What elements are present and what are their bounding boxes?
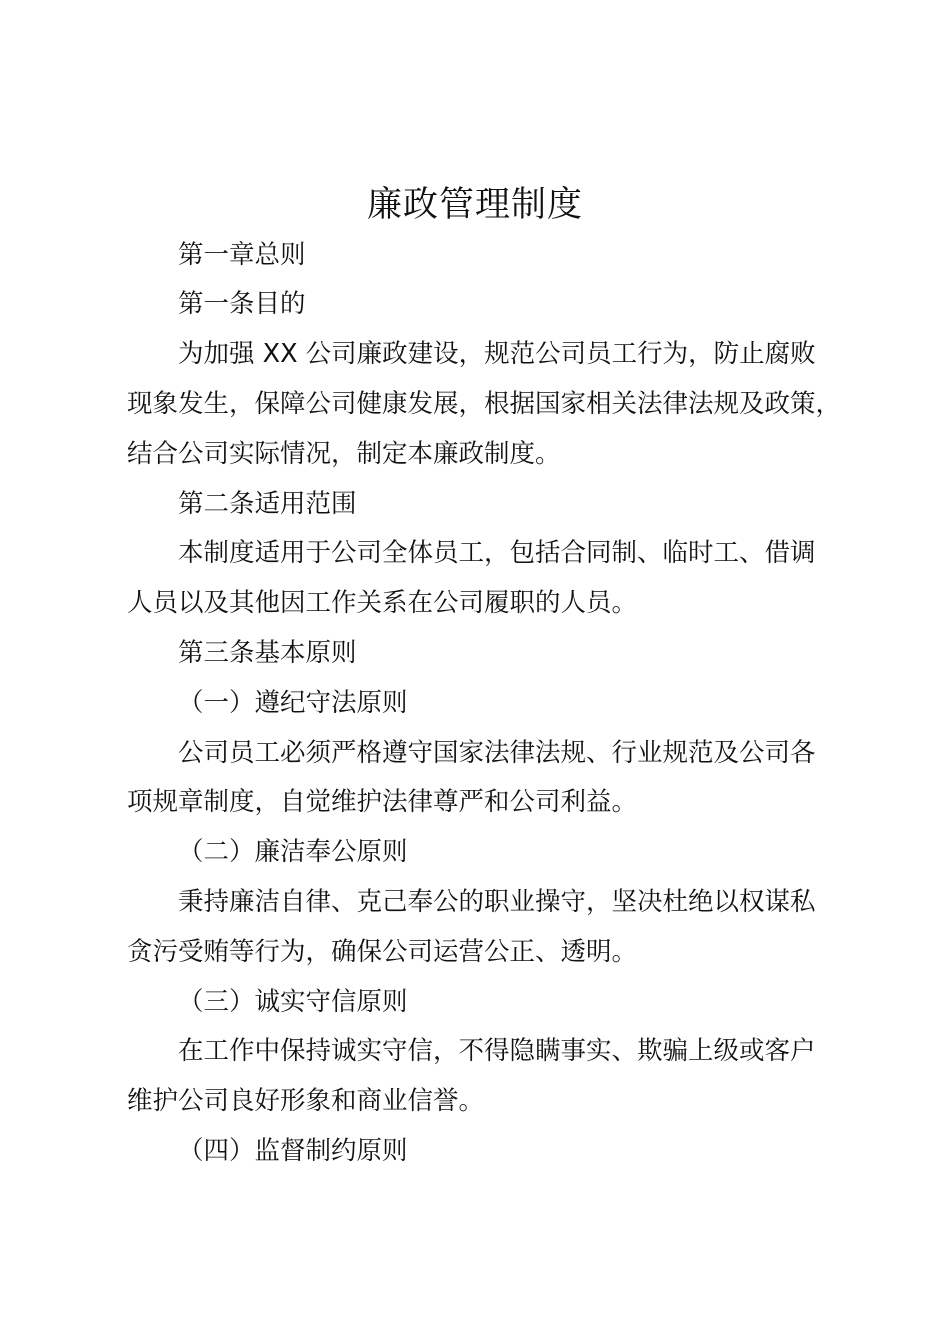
article2-line-2: 人员以及其他因工作关系在公司履职的人员。 — [127, 588, 638, 618]
principle3-line-1: 在工作中保持诚实守信，不得隐瞒事实、欺骗上级或客户 — [178, 1036, 816, 1066]
article1-heading: 第一条目的 — [178, 289, 306, 319]
article1-line-2: 现象发生，保障公司健康发展，根据国家相关法律法规及政策， — [127, 389, 842, 419]
principle1-line-2: 项规章制度，自觉维护法律尊严和公司利益。 — [127, 787, 638, 817]
article3-heading: 第三条基本原则 — [178, 638, 357, 668]
article1-line-3: 结合公司实际情况，制定本廉政制度。 — [127, 439, 561, 469]
principle1-line-1: 公司员工必须严格遵守国家法律法规、行业规范及公司各 — [178, 738, 816, 768]
article1-line-1: 为加强 XX 公司廉政建设，规范公司员工行为，防止腐败 — [178, 339, 816, 369]
article2-line-1: 本制度适用于公司全体员工，包括合同制、临时工、借调 — [178, 538, 816, 568]
principle2-heading: （二）廉洁奉公原则 — [178, 837, 408, 867]
principle3-line-2: 维护公司良好形象和商业信誉。 — [127, 1086, 485, 1116]
principle3-heading: （三）诚实守信原则 — [178, 987, 408, 1017]
principle1-heading: （一）遵纪守法原则 — [178, 688, 408, 718]
chapter-heading: 第一章总则 — [178, 240, 306, 270]
principle4-heading: （四）监督制约原则 — [178, 1136, 408, 1166]
principle2-line-1: 秉持廉洁自律、克己奉公的职业操守，坚决杜绝以权谋私 — [178, 887, 816, 917]
document-title: 廉政管理制度 — [366, 185, 583, 225]
principle2-line-2: 贪污受贿等行为，确保公司运营公正、透明。 — [127, 937, 638, 967]
article2-heading: 第二条适用范围 — [178, 489, 357, 519]
